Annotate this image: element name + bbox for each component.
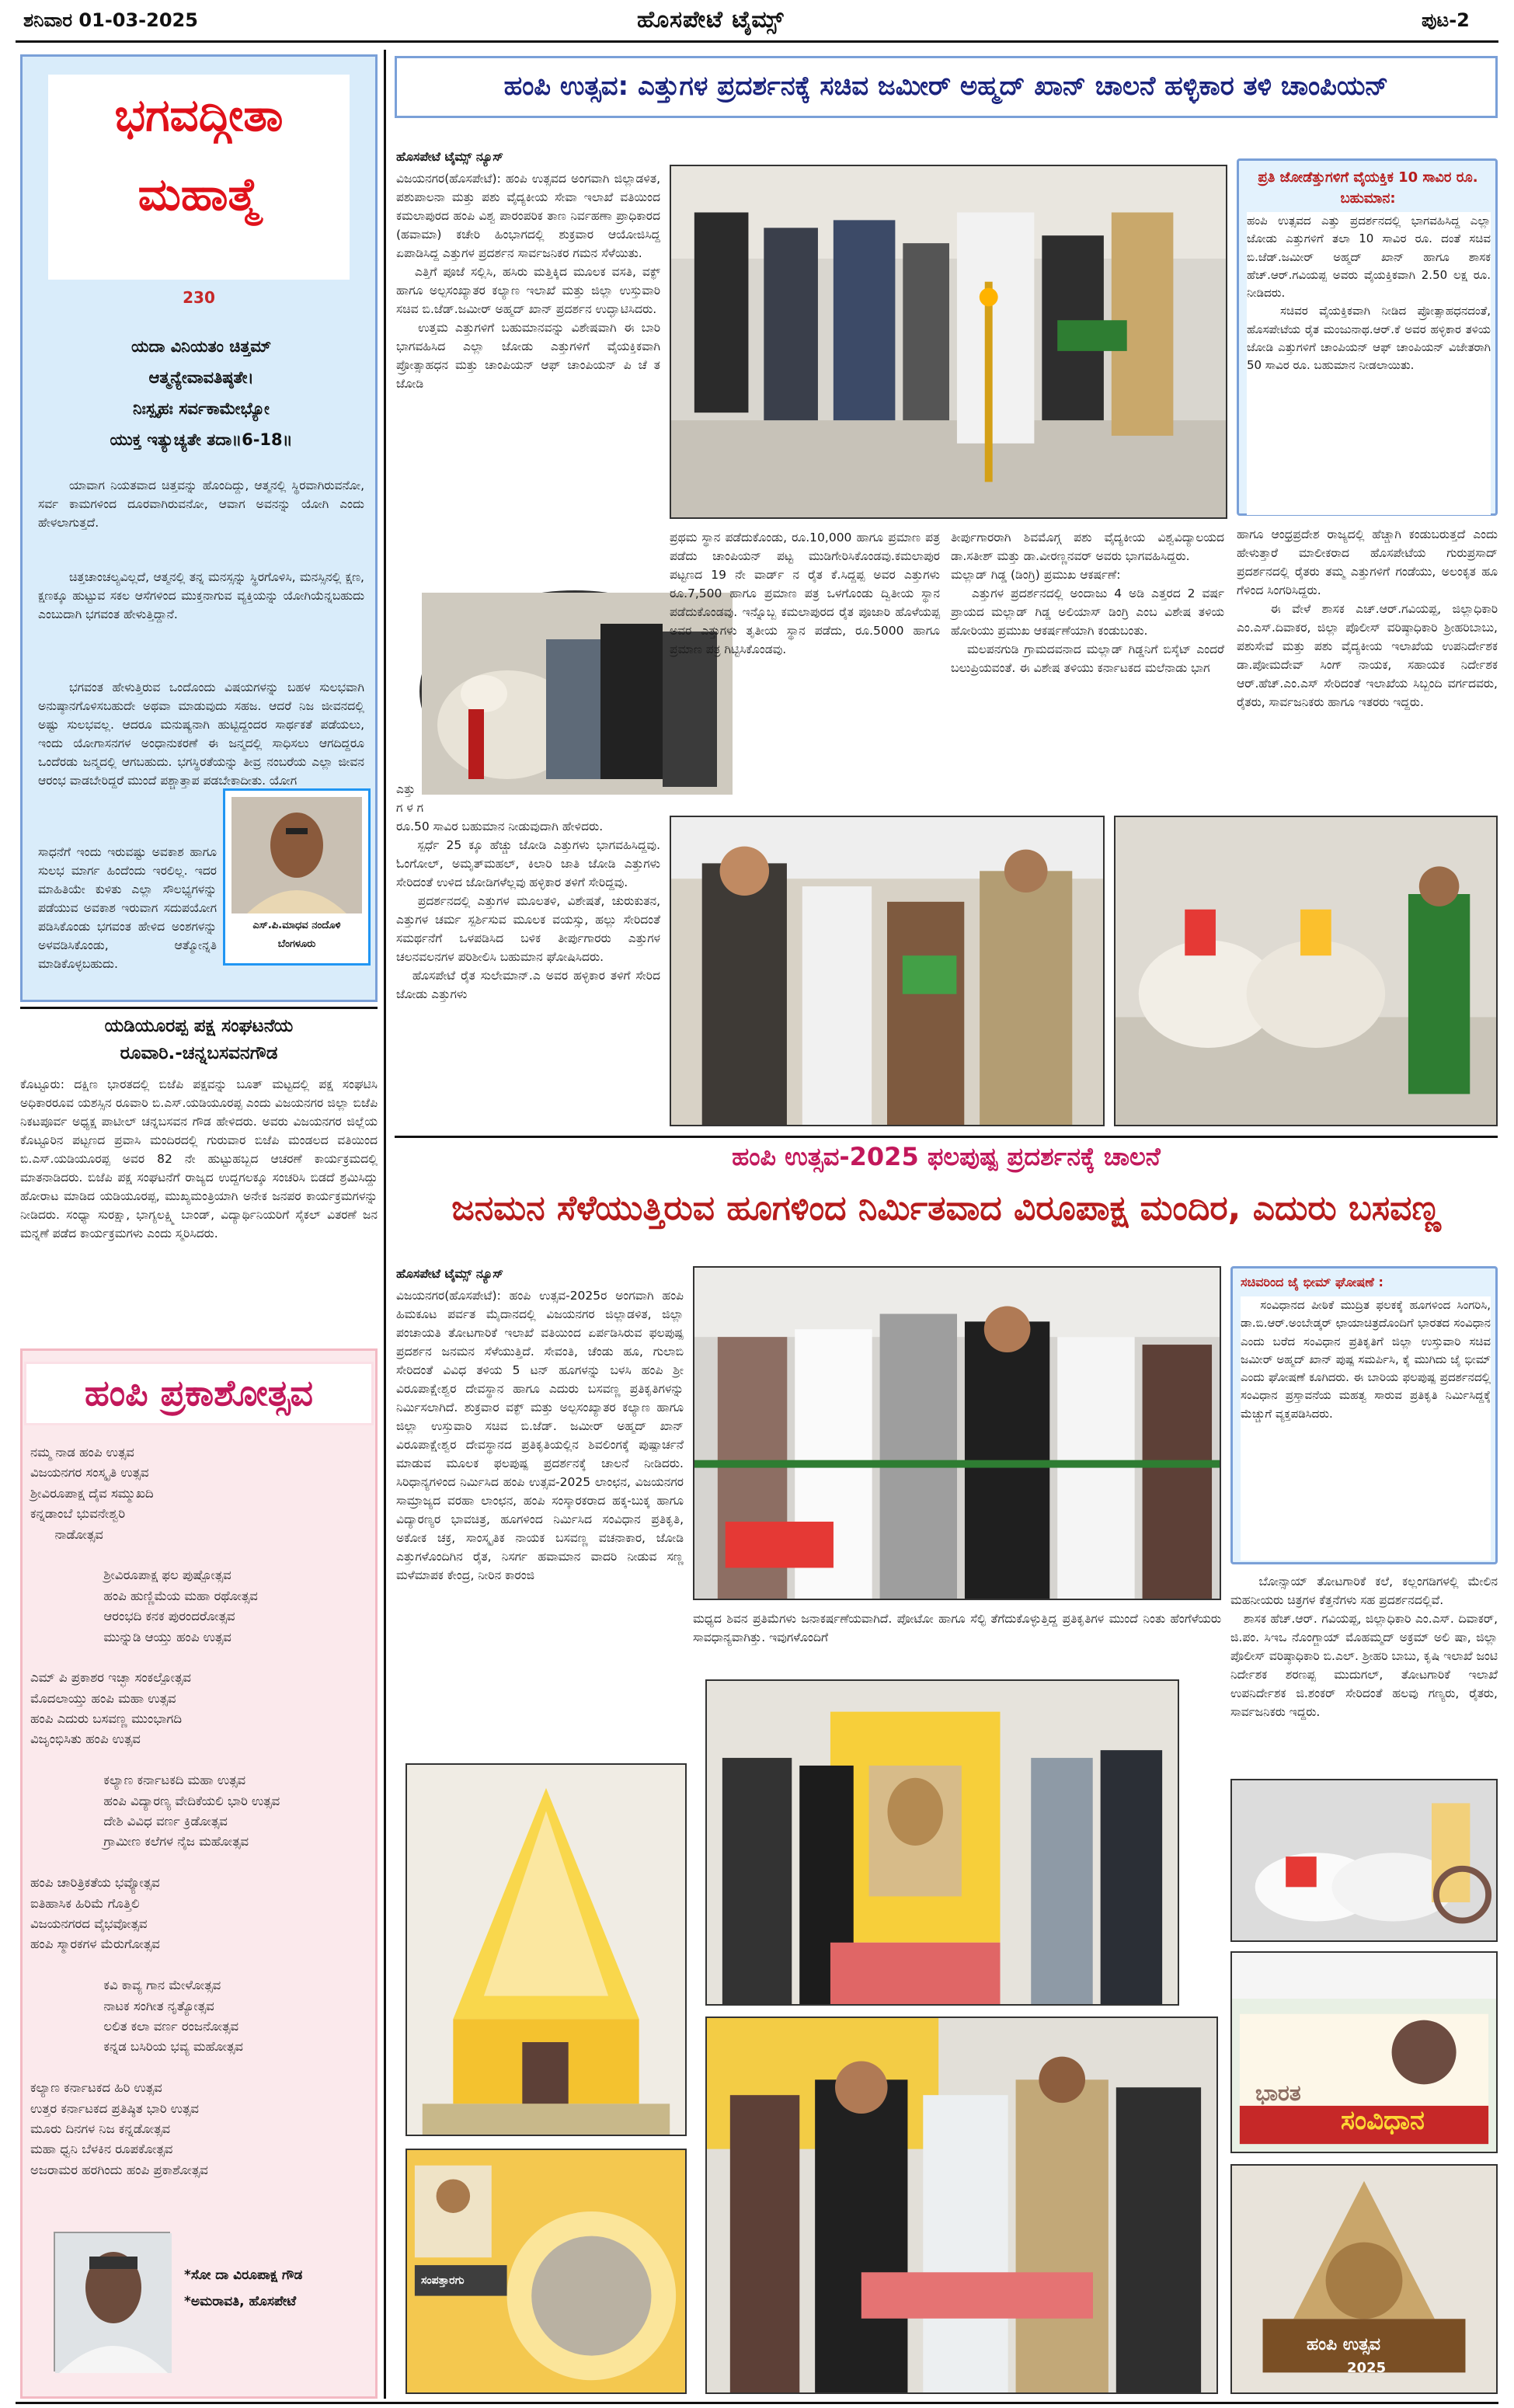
photo-constitution-word-samvidhana: ಸಂವಿಧಾನ: [1341, 2105, 1425, 2136]
gita-author-city: ಬೆಂಗಳೂರು: [277, 938, 316, 950]
gita-paragraph-3: ಭಗವಂತ ಹೇಳುತ್ತಿರುವ ಒಂದೊಂದು ವಿಷಯಗಳನ್ನು ಬಹಳ ಸುಲಭವಾಗಿ ಅನುಷ್ಠಾನಗೊಳಿಸಬಹುದೇ ಅಥವಾ ಮಾಡುವುದು ಸಹಜ. ಆದರೆ ನಿಜ ಜೀವನದಲ್ಲಿ ಅಷ್ಟು ಸುಲಭವಲ್ಲ. ಆದರೂ ಮನುಷ್ಯನಾಗಿ ಹುಟ್ಟಿದ್ದಂದರ ಸಾರ್ಥಕತೆ ಪಡೆಯಲು, ಇಂದು ಯೋಗಾಸನಗಳ ಅಂಧಾನುಕರಣೆ ಈ ಜನ್ಮದಲ್ಲಿ ಸಾಧಿಸಲು ಆಗದಿದ್ದರೂ ಒಂದೆರಡು ಜನ್ಮದಲ್ಲಿ ಆಗಬಹುದು. ಭಗಸ್ಥಿರತೆಯನ್ನು ತೀವ್ರ ನಂಬರೆಯ ಎಲ್ಲಾ ಜೀವನ ಆರಂಭ ವಾಡಬೇರಿದ್ದರೆ ಮುಂದೆ ಪಶ್ಚಾತ್ತಾಪ ಪಡಬೇಕಾದೀತು. ಯೋಗ: [38, 680, 368, 788]
article1-column-1: ವಿಜಯನಗರ(ಹೊಸಪೇಟೆ): ಹಂಪಿ ಉತ್ಸವದ ಅಂಗವಾಗಿ ಜಿಲ್ಲಾಡಳಿತ, ಪಶುಪಾಲನಾ ಮತ್ತು ಪಶು ವೈದ್ಯಕೀಯ ಸೇವಾ ಇಲಾಖೆ ವತಿಯಿಂದ ಕಮಲಾಪುರದ ಹಂಪಿ ವಿಶ್ವ ಪಾರಂಪರಿಕ ತಾಣ ನಿರ್ವಹಣಾ ಪ್ರಾಧಿಕಾರದ (ಹವಾಮಾ) ಕಚೇರಿ ಹಿಂಭಾಗದಲ್ಲಿ ಶುಕ್ರವಾರ ಆಯೋಜಿಸಿದ್ದ ಏಪಾಡಿಸಿದ್ದ ಎತ್ತುಗಳ ಪ್ರದರ್ಶನ ಸಾರ್ವಜನಿಕರ ಗಮನ ಸೆಳೆಯಿತು. ಎತ್ತಿಗೆ ಪೂಜೆ ಸಲ್ಲಿಸಿ, ಹಸಿರು ಮತ್ತಿಕ್ಕಿದ ಮೂಲಕ ವಸತಿ, ವಕ್ಫ್ ಹಾಗೂ ಅಲ್ಪಸಂಖ್ಯಾತರ ಕಲ್ಯಾಣ ಇಲಾಖೆ ಮತ್ತು ಜಿಲ್ಲಾ ಉಸ್ತುವಾರಿ ಸಚಿವ ಬಿ.ಜೆಡ್.ಜಮೀರ್ ಅಹ್ಮದ್ ಖಾನ್ ಪ್ರದರ್ಶನ ಉದ್ಘಾಟಿಸಿದರು. ಉತ್ತಮ ಎತ್ತುಗಳಿಗೆ ಬಹುಮಾನವನ್ನು ವಿಶೇಷವಾಗಿ ಈ ಬಾರಿ ಭಾಗವಹಿಸಿದ ಎಲ್ಲಾ ಜೋಡು ಎತ್ತುಗಳಿಗೆ ವೈಯಕ್ತಿಕವಾಗಿ ಪ್ರೋತ್ಸಾಹಧನ ಮತ್ತು ಚಾಂಪಿಯನ್ ಆಫ್ ಚಾಂಪಿಯನ್ ಪಿ ಚೆ ತ ಜೋಡಿ: [396, 172, 661, 391]
gita-column: [20, 54, 378, 1002]
photo-hampi-utsav-year: 2025: [1347, 2360, 1387, 2376]
yeddy-headline: [20, 1013, 378, 1067]
poem-line: ಹಂಪಿ ಹುಣ್ಣಿಮೆಯ ಮಹಾ ರಥೋತ್ಸವ: [30, 1588, 258, 1603]
gita-shloka: [38, 332, 364, 456]
article2-jai-bhim-body: ಸಂವಿಧಾನದ ಪೀಠಿಕೆ ಮುದ್ರಿತ ಫಲಕಕ್ಕೆ ಹೂಗಳಿಂದ ಸಿಂಗರಿಸಿ, ಡಾ.ಬಿ.ಆರ್.ಅಂಬೇಡ್ಕರ್ ಛಾಯಾಚಿತ್ರದೊಂದಿಗೆ ಭಾರತದ ಸಂವಿಧಾನ ಎಂದು ಬರೆದ ಸಂವಿಧಾನ ಪ್ರತಿಕೃತಿಗೆ ಜಿಲ್ಲಾ ಉಸ್ತುವಾರಿ ಸಚಿವ ಜಮೀರ್ ಅಹ್ಮದ್ ಖಾನ್ ಪುಷ್ಪ ಸಮರ್ಪಿಸಿ, ಕೈ ಮುಗಿದು ಜೈ ಭೀಮ್ ಎಂದು ಘೋಷಣೆ ಕೂಗಿದರು. ಈ ಬಾರಿಯ ಫಲಪುಷ್ಪ ಪ್ರದರ್ಶನದಲ್ಲಿ ಸಂವಿಧಾನ ಪ್ರಸ್ತಾವನೆಯ ಮಹತ್ವ ಸಾರುವ ಪ್ರತಿಕೃತಿ ನಿರ್ಮಿಸಿದ್ದಕ್ಕೆ ಮೆಚ್ಚುಗೆ ವ್ಯಕ್ತಪಡಿಸಿದರು.: [1241, 1296, 1491, 1561]
photo-minister-with-farmer: [670, 816, 1105, 1126]
poem-line: ಕಲ್ಯಾಣ ಕರ್ನಾಟಕದ ಹಿರಿ ಉತ್ಸವ: [30, 2080, 162, 2096]
poem-line: ಉತ್ತರ ಕರ್ನಾಟಕದ ಪ್ರತಿಷ್ಠಿತ ಭಾರಿ ಉತ್ಸವ: [30, 2100, 199, 2116]
poem-line: ಹಂಪಿ ಎದುರು ಬಸವಣ್ಣ ಮುಂಭಾಗದಿ: [30, 1711, 183, 1727]
poem-line: ಆರಂಭದಿ ಕನಕ ಪುರಂದರೋತ್ಸವ: [30, 1609, 235, 1624]
article2-column-2: ಮಧ್ಯದ ಶಿವನ ಪ್ರತಿಮೆಗಳು ಜನಾಕರ್ಷಣೆಯವಾಗಿದೆ. ಪೋಟೋ ಹಾಗೂ ಸೆಲ್ಫಿ ತೆಗೆದುಕೊಳ್ಳುತ್ತಿದ್ದ ಪ್ರತಿಕೃತಿಗಳ ಮುಂದೆ ನಿಂತು ಹೆಂಗೆಳೆಯರು ಸಾವಧಾನ್ಯವಾಗಿತ್ತು. ಇವುಗಳೊಂದಿಗೆ: [693, 1612, 1225, 1645]
photo-flower-temple: [405, 1763, 687, 2136]
gita-paragraph-2: ಚಿತ್ತಚಾಂಚಲ್ಯವಿಲ್ಲದೆ, ಆತ್ಮನಲ್ಲಿ ತನ್ನ ಮನಸ್ಸನ್ನು ಸ್ಥಿರಗೊಳಿಸಿ, ಮನಸ್ಸಿನಲ್ಲಿ ಕ್ಷಣ, ಕ್ಷಣಕ್ಕೂ ಹುಟ್ಟುವ ಸಕಲ ಆಸೆಗಳಿಂದ ಮುಕ್ತನಾಗುವ ವ್ಯಕ್ತಿಯನ್ನು ಯೋಗಿಯೆನ್ನಬಹುದು ಎಂಬುದಾಗಿ ಭಗವಂತ ಹೇಳುತ್ತಿದ್ದಾನೆ.: [38, 570, 368, 622]
poem-line: ಹಂಪಿ ಸ್ಮಾರಕಗಳ ಮೆರುಗೋತ್ಸವ: [30, 1936, 160, 1952]
poem-title-box: [24, 1362, 374, 1425]
masthead: [0, 0, 1514, 39]
photo-hampi-utsav-label: ಹಂಪಿ ಉತ್ಸವ: [1307, 2335, 1381, 2354]
gita-title-line1: ಭಗವದ್ಗೀತಾ: [114, 89, 284, 141]
photo-emblem-sign: ಸಂಪತ್ತಾರಗು: [421, 2274, 465, 2287]
left-column-divider: [384, 50, 386, 2399]
gita-paragraph-4: ಸಾಧನೆಗೆ ಇಂದು ಇರುವಷ್ಟು ಅವಕಾಶ ಹಾಗೂ ಸುಲಭ ಮಾರ್ಗ ಹಿಂದೆಂದು ಇರಲಿಲ್ಲ. ಇದರ ಮಾಹಿತಿಯೇ ಕುಳಿತು ಎಲ್ಲಾ ಸೌಲಭ್ಯಗಳನ್ನು ಪಡೆಯುವ ಅವಕಾಶ ಇರುವಾಗ ಸದುಪಯೋಗ ಪಡಿಸಿಕೊಂಡು ಭಗವಂತ ಹೇಳಿದ ಅಂಶಗಳನ್ನು ಅಳವಡಿಸಿಕೊಂಡು, ಆತ್ಮೋನ್ನತಿ ಮಾಡಿಕೊಳ್ಳಬಹುದು.: [38, 845, 221, 972]
article1-byline: ಹೊಸಪೇಟೆ ಟೈಮ್ಸ್ ನ್ಯೂಸ್: [396, 149, 503, 164]
poem-line: ಗ್ರಾಮೀಣ ಕಲೆಗಳ ನೈಜ ಮಹೋತ್ಸವ: [30, 1834, 249, 1849]
page-bottom-rule: [16, 2402, 1498, 2404]
yeddy-headline-line2: ರೂವಾರಿ.-ಚನ್ನಬಸವನಗೌಡ: [120, 1042, 278, 1063]
poem-line: ಕಲ್ಯಾಣ ಕರ್ನಾಟಕದಿ ಮಹಾ ಉತ್ಸವ: [30, 1773, 246, 1788]
masthead-rule: [16, 40, 1498, 43]
photo-shiva-shrine: [705, 1679, 1179, 2006]
shloka-line: ನಿಃಸ್ಪೃಹಃ ಸರ್ವಕಾಮೇಭ್ಯೋ: [133, 398, 270, 418]
photo-bulls-parade: [1114, 816, 1498, 1126]
poem-line: ಮೊದಲಾಯ್ತು ಹಂಪಿ ಮಹಾ ಉತ್ಸವ: [30, 1690, 176, 1706]
article2-column-1: ವಿಜಯನಗರ(ಹೊಸಪೇಟೆ): ಹಂಪಿ ಉತ್ಸವ-2025ರ ಅಂಗವಾಗಿ ಹಂಪಿ ಹಿಮಕೂಟ ಪರ್ವತ ಮೈದಾನದಲ್ಲಿ ವಿಜಯನಗರ ಜಿಲ್ಲಾಡಳಿತ, ಜಿಲ್ಲಾ ಪಂಚಾಯತಿ ತೋಟಗಾರಿಕೆ ಇಲಾಖೆ ವತಿಯಿಂದ ಏರ್ಪಡಿಸಿರುವ ಫಲಪುಷ್ಪ ಪ್ರದರ್ಶನ ಜನಮನ ಸೆಳೆಯುತ್ತಿದೆ. ಸೇವಂತಿ, ಚೆಂಡು ಹೂ, ಗುಲಾಬಿ ಸೇರಿದಂತೆ ವಿವಿಧ ತಳಿಯ 5 ಟನ್ ಹೂಗಳನ್ನು ಬಳಸಿ ಹಂಪಿ ಶ್ರೀ ವಿರೂಪಾಕ್ಷೇಶ್ವರ ದೇವಸ್ಥಾನ ಹಾಗೂ ಎದುರು ಬಸವಣ್ಣ ಪ್ರತಿಕೃತಿಗಳನ್ನು ನಿರ್ಮಿಸಲಾಗಿದೆ. ಶುಕ್ರವಾರ ವಕ್ಫ್ ಮತ್ತು ಅಲ್ಪಸಂಖ್ಯಾತರ ಕಲ್ಯಾಣ ಹಾಗೂ ಜಿಲ್ಲಾ ಉಸ್ತುವಾರಿ ಸಚಿವ ಬಿ.ಜೆಡ್. ಜಮೀರ್ ಅಹ್ಮದ್ ಖಾನ್ ವಿರೂಪಾಕ್ಷೇಶ್ವರ ದೇವಸ್ಥಾನದ ಪ್ರತಿಕೃತಿಯಲ್ಲಿನ ಶಿವಲಿಂಗಕ್ಕೆ ಪುಷ್ಪಾರ್ಚನೆ ಮಾಡುವ ಮೂಲಕ ಫಲಪುಷ್ಪ ಪ್ರದರ್ಶನಕ್ಕೆ ಚಾಲನೆ ನೀಡಿದರು. ಸಿರಿಧಾನ್ಯಗಳಿಂದ ನಿರ್ಮಿಸಿದ ಹಂಪಿ ಉತ್ಸವ-2025 ಲಾಂಛನ, ವಿಜಯನಗರ ಸಾಮ್ರಾಜ್ಯದ ವರಹಾ ಲಾಂಛನ, ಹಂಪಿ ಸಂಸ್ಕಾರಕರಾದ ಹಕ್ಕ-ಬುಕ್ಕ ಹಾಗೂ ವಿದ್ಯಾರಣ್ಯರ ಭಾವಚಿತ್ರ, ಹೂಗಳಿಂದ ನಿರ್ಮಿಸಿದ ಸಂವಿಧಾನ ಪ್ರತಿಕೃತಿ, ಅಕೋಕ ಚಕ್ರ, ಸಾಂಸ್ಕೃತಿಕ ನಾಯಕ ಬಸವಣ್ಣ ವಚನಾಕಾರ, ಜೋಡಿ ಎತ್ತುಗಳೊಂದಿಗಿನ ರೈತ, ನಿಸರ್ಗ ಹವಾಮಾನ ವಾದರಿ ನೀಡುವ ಸಣ್ಣ ಮಳೆಮಾಪಕ ಕೇಂದ್ರ, ನೀರಿನ ಕಾರಂಜಿ: [396, 1289, 687, 1583]
poem-line: [30, 1750, 372, 1770]
poem-line: ಐತಿಹಾಸಿಕ ಹಿರಿಮೆ ಗೊತ್ತಿಲಿ: [30, 1895, 140, 1911]
article1-column-3: ತೀರ್ಪುಗಾರರಾಗಿ ಶಿವಮೊಗ್ಗ ಪಶು ವೈದ್ಯಕೀಯ ವಿಶ್ವವಿದ್ಯಾಲಯದ ಡಾ.ಸತೀಶ್ ಮತ್ತು ಡಾ.ವೀರಣ್ಣನವರ್ ಅವರು ಭಾಗವಹಿಸಿದ್ದರು. ಮಲ್ಲಾಡ್ ಗಿಡ್ಡ (ಡಿಂಗ್ರಿ) ಪ್ರಮುಖ ಆಕರ್ಷಣೆ: ಎತ್ತುಗಳ ಪ್ರದರ್ಶನದಲ್ಲಿ ಅಂದಾಜು 4 ಅಡಿ ಎತ್ತರದ 2 ವರ್ಷ ಪ್ರಾಯದ ಮಲ್ಲಾಡ್ ಗಿಡ್ಡ ಅಲಿಯಾಸ್ ಡಿಂಗ್ರಿ ಎಂಬ ವಿಶೇಷ ತಳಿಯ ಹೋರಿಯು ಪ್ರಮುಖ ಆಕರ್ಷಣೆಯಾಗಿ ಕಂಡುಬಂತು. ಮಲಪನಗುಡಿ ಗ್ರಾಮದವನಾದ ಮಲ್ಲಾಡ್ ಗಿಡ್ಡನಿಗೆ ಬಿಸ್ಕೆಟ್ ಎಂದರೆ ಬಲುಪ್ರಿಯವಂತೆ. ಈ ವಿಶೇಷ ತಳಿಯು ಕರ್ನಾಟಕದ ಮಲೆನಾಡು ಭಾಗ: [951, 531, 1225, 676]
poem-line: ನಾಟಕ ಸಂಗೀತ ನೃತ್ಯೋತ್ಸವ: [30, 1998, 214, 2013]
photo-hampi-utsav-model: [1230, 2164, 1498, 2394]
article2-kicker: ಹಂಪಿ ಉತ್ಸವ-2025 ಫಲಪುಷ್ಪ ಪ್ರದರ್ಶನಕ್ಕೆ ಚಾಲನೆ: [732, 1142, 1161, 1171]
photo-emblem-flowers: [405, 2149, 687, 2394]
article2-byline: ಹೊಸಪೇಟೆ ಟೈಮ್ಸ್ ನ್ಯೂಸ್: [396, 1266, 503, 1281]
article2-column-3: ಬೋನ್ಸಾಯ್ ತೋಟಗಾರಿಕೆ ಕಲೆ, ಕಲ್ಲಂಗಡಿಗಳಲ್ಲಿ ಮೇಲಿನ ಮಹನೀಯರು ಚಿತ್ರಗಳ ಕೆತ್ತನೆಗಳು ಸಹ ಪ್ರದರ್ಶನದಲ್ಲಿವೆ. ಶಾಸಕ ಹೆಚ್.ಆರ್. ಗವಿಯಪ್ಪ, ಜಿಲ್ಲಾಧಿಕಾರಿ ಎಂ.ಎಸ್. ದಿವಾಕರ್, ಜಿ.ಪಂ. ಸಿಇಒ ನೊಂಗ್ಜಾಯ್ ಮೊಹಮ್ಮದ್ ಅಕ್ರಮ್ ಅಲಿ ಷಾ, ಜಿಲ್ಲಾ ಪೊಲೀಸ್ ವರಿಷ್ಠಾಧಿಕಾರಿ ಬಿ.ಎಲ್. ಶ್ರೀಹರಿ ಬಾಬು, ಕೃಷಿ ಇಲಾಖೆ ಜಂಟಿ ನಿರ್ದೇಶಕ ಶರಣಪ್ಪ ಮುದುಗಲ್, ತೋಟಗಾರಿಕೆ ಇಲಾಖೆ ಉಪನಿರ್ದೇಶಕ ಜಿ.ಶಂಕರ್ ಸೇರಿದಂತೆ ಹಲವು ಗಣ್ಯರು, ರೈತರು, ಸಾರ್ವಜನಿಕರು ಇದ್ದರು.: [1230, 1575, 1498, 1720]
poem-line: ಹಂಪಿ ಚಾರಿತ್ರಿಕತೆಯ ಭವ್ಯೋತ್ಸವ: [30, 1875, 160, 1891]
poem-line: [30, 1545, 372, 1565]
article2-jai-bhim-title: ಸಚಿವರಿಂದ ಜೈ ಭೀಮ್ ಘೋಷಣೆ :: [1241, 1275, 1383, 1289]
poem-line: ಶ್ರೀವಿರೂಪಾಕ್ಷ ಫಲ ಪುಷ್ಪೋತ್ಸವ: [30, 1568, 231, 1583]
poem-line: ಮಹಾ ಧ್ವನಿ ಬೆಳಕಿನ ರೂಪಕೋತ್ಸವ: [30, 2142, 173, 2157]
poem-line: [30, 1853, 372, 1873]
gita-chapter-number: 230: [183, 288, 215, 307]
gita-title-line2: ಮಹಾತ್ಮೆ: [137, 168, 260, 221]
photo-bull-cart-model: [1230, 1779, 1498, 1942]
article2-top-rule: [395, 1136, 1498, 1138]
yeddy-top-rule: [20, 1007, 378, 1009]
poem-line: ಕವಿ ಕಾವ್ಯ ಗಾನ ಮೇಳೋತ್ಸವ: [30, 1978, 221, 1993]
gita-paragraph-1: ಯಾವಾಗ ನಿಯತವಾದ ಚಿತ್ತವನ್ನು ಹೊಂದಿದ್ದು, ಆತ್ಮನಲ್ಲಿ ಸ್ಥಿರವಾಗಿರುವನೋ, ಸರ್ವ ಕಾಮಗಳಿಂದ ದೂರವಾಗಿರುವನೋ, ಆವಾಗ ಅವನನ್ನು ಯೋಗಿ ಎಂದು ಹೇಳಲಾಗುತ್ತದೆ.: [38, 478, 368, 531]
shloka-line: ಯದಾ ವಿನಿಯತಂ ಚಿತ್ತಮ್: [131, 337, 272, 356]
author-photo: [231, 797, 362, 913]
gita-author-name: ಎಸ್.ಪಿ.ಮಾಧವ ನಂದೊಳಿ: [252, 920, 341, 931]
poem-line: ಮೂರು ದಿನಗಳ ನಿಜ ಕನ್ನಡೋತ್ಸವ: [30, 2121, 171, 2136]
masthead-date: ಶನಿವಾರ 01-03-2025: [23, 9, 198, 31]
poem-line: ವಿಜಯನಗರದ ವೈಭವೋತ್ಸವ: [30, 1916, 148, 1931]
article1-headline-box: [395, 56, 1498, 118]
poem-line: [30, 2058, 372, 2078]
poem-line: ದೇಶಿ ವಿವಿಧ ವರ್ಣ ಕ್ರಿಡೋತ್ಸವ: [30, 1814, 228, 1829]
yeddy-body: ಕೊಟ್ಟೂರು: ದಕ್ಷಿಣ ಭಾರತದಲ್ಲಿ ಬಿಜೆಪಿ ಪಕ್ಷವನ್ನು ಬೂತ್ ಮಟ್ಟದಲ್ಲಿ ಪಕ್ಷ ಸಂಘಟಿಸಿ ಅಧಿಕಾರರೂವ ಯಶಸ್ಸಿನ ರೂವಾರಿ ಬಿ.ಎಸ್.ಯಡಿಯೂರಪ್ಪ ಎಂದು ವಿಜಯನಗರ ಜಿಲ್ಲಾ ಬಿಜೆಪಿ ನಿಕಟಪೂರ್ವ ಅಧ್ಯಕ್ಷ ಪಾಟೀಲ್ ಚನ್ನಬಸವನ ಗೌಡ ಹೇಳಿದರು. ಅವರು ವಿಜಯನಗರ ಜಿಲ್ಲೆಯ ಕೊಟ್ಟೂರಿನ ಪಟ್ಟಣದ ಪ್ರವಾಸಿ ಮಂದಿರದಲ್ಲಿ ಗುರುವಾರ ಬಿಜೆಪಿ ಮಂಡಲದ ವತಿಯಿಂದ ಬಿ.ಎಸ್.ಯಡಿಯೂರಪ್ಪ ಅವರ 82 ನೇ ಹುಟ್ಟುಹಬ್ಬದ ಆಚರಣೆ ಕಾರ್ಯಕ್ರಮದಲ್ಲಿ ಮಾತನಾಡಿದರು. ಬಿಜೆಪಿ ಪಕ್ಷ ಸಂಘಟನೆಗೆ ರಾಜ್ಯದ ಉದ್ದಗಲಕ್ಕೂ ಸಂಚರಿಸಿ ಬಿಡದೆ ಶ್ರಮಿಸಿದ್ದು ಹೋರಾಟ ಮಾಡಿದ ಯಡಿಯೂರಪ್ಪ, ಮುಖ್ಯಮಂತ್ರಿಯಾಗಿ ಅನೇಕ ಜನಪರ ಕಾರ್ಯಕ್ರಮಗಳನ್ನು ನೀಡಿದರು. ಸಂಧ್ಯಾ ಸುರಕ್ಷಾ, ಭಾಗ್ಯಲಕ್ಷ್ಮಿ ಬಾಂಡ್, ವಿದ್ಯಾರ್ಥಿನಿಯರಿಗೆ ಸೈಕಲ್ ವಿತರಣೆ ಜನ ಮನ್ನಣೆ ಪಡೆದ ಕಾರ್ಯಕ್ರಮಗಳು ಎಂದು ಸ್ಮರಿಸಿದರು.: [20, 1077, 381, 1241]
article2-headline: ಜನಮನ ಸೆಳೆಯುತ್ತಿರುವ ಹೂಗಳಿಂದ ನಿರ್ಮಿತವಾದ ವಿರೂಪಾಕ್ಷ ಮಂದಿರ, ಎದುರು ಬಸವಣ್ಣ: [451, 1188, 1441, 1228]
shloka-line: ಆತ್ಮನ್ಯೇವಾವತಿಷ್ಠತೇ।: [148, 367, 254, 387]
article1-prize-box-body: ಹಂಪಿ ಉತ್ಸವದ ಎತ್ತು ಪ್ರದರ್ಶನದಲ್ಲಿ ಭಾಗವಹಿಸಿದ್ದ ಎಲ್ಲಾ ಜೋಡು ಎತ್ತುಗಳಿಗೆ ತಲಾ 10 ಸಾವಿರ ರೂ. ದಂತೆ ಸಚಿವ ಬಿ.ಜೆಡ್.ಜಮೀರ್ ಅಹ್ಮದ್ ಖಾನ್ ಹಾಗೂ ಶಾಸಕ ಹೆಚ್.ಆರ್.ಗವಿಯಪ್ಪ ಅವರು ವೈಯಕ್ತಿಕವಾಗಿ 2.50 ಲಕ್ಷ ರೂ. ನೀಡಿದರು. ಸಚಿವರ ವೈಯಕ್ತಿಕವಾಗಿ ನೀಡಿದ ಪ್ರೋತ್ಸಾಹಧನದಂತೆ, ಹೊಸಪೇಟೆಯ ರೈತ ಮಂಜುನಾಥ.ಆರ್.ಕೆ ಅವರ ಹಳ್ಳಿಕಾರ ತಳಿಯ ಜೋಡಿ ಎತ್ತುಗಳಿಗೆ ಚಾಂಪಿಯನ್ ಆಫ್ ಚಾಂಪಿಯನ್ ವಿಜೇತರಾಗಿ 50 ಸಾವಿರ ರೂ. ಬಹುಮಾನ ನೀಡಲಾಯಿತು.: [1247, 212, 1491, 515]
article1-prize-box-title: ಪ್ರತಿ ಜೋಡೆತ್ತುಗಳಿಗೆ ವೈಯಕ್ತಿಕ 10 ಸಾವಿರ ರೂ. ಬಹುಮಾನ:: [1258, 169, 1478, 207]
article1-column-1b: ಎತ್ತು ಗ ಳ ಗ ರೂ.50 ಸಾವಿರ ಬಹುಮಾನ ನೀಡುವುದಾಗಿ ಹೇಳಿದರು. ಸ್ಪರ್ಧೆ 25 ಕ್ಕೂ ಹೆಚ್ಚು ಜೋಡಿ ಎತ್ತುಗಳು ಭಾಗವಹಿಸಿದ್ದವು. ಓಂಗೋಲ್, ಅಮೃತ್‌ಮಹಲ್, ಕಿಲಾರಿ ಜಾತಿ ಜೋಡಿ ಎತ್ತುಗಳು ಸೇರಿದಂತೆ ಉಳಿದ ಜೋಡಿಗಳೆಲ್ಲವು ಹಳ್ಳಿಕಾರ ತಳಿಗೆ ಸೇರಿದ್ದವು. ಪ್ರದರ್ಶನದಲ್ಲಿ ಎತ್ತುಗಳ ಮೂಲತಳಿ, ವಿಶೇಷತೆ, ಚುರುಕುತನ, ಎತ್ತುಗಳ ಚರ್ಮ ಸ್ಪರ್ಶಿಸುವ ಮೂಲಕ ವಯಸ್ಸು, ಹಲ್ಲು ಸೇರಿದಂತೆ ಸಮರ್ಥನೆಗೆ ಒಳಪಡಿಸಿದ ಬಳಿಕ ತೀರ್ಪುಗಾರರು ಎತ್ತುಗಳ ಚಲನವಲನಗಳ ಪರಿಶೀಲಿಸಿ ಬಹುಮಾನ ಘೋಷಿಸಿದರು. ಹೊಸಪೇಟೆ ರೈತ ಸುಲೇಮಾನ್.ಎ ಅವರ ಹಳ್ಳಿಕಾರ ತಳಿಗೆ ಸೇರಿದ ಜೋಡು ಎತ್ತುಗಳು: [396, 782, 661, 1002]
poem-body: [30, 1442, 372, 2219]
gita-title-box: [46, 72, 352, 282]
article1-column-2: ಪ್ರಥಮ ಸ್ಥಾನ ಪಡೆದುಕೊಂಡು, ರೂ.10,000 ಹಾಗೂ ಪ್ರಮಾಣ ಪತ್ರ ಪಡೆದು ಚಾಂಪಿಯನ್ ಪಟ್ಟ ಮುಡಿಗೇರಿಸಿಕೊಂಡವು.ಕಮಲಾಪುರ ಪಟ್ಟಣದ 19 ನೇ ವಾರ್ಡ್ ನ ರೈತ ಕೆ.ಸಿದ್ದಪ್ಪ ಅವರ ಎತ್ತುಗಳು ರೂ.7,500 ಹಾಗೂ ಪ್ರಮಾಣ ಪತ್ರ ಒಳಗೊಂಡು ದ್ವಿತೀಯ ಸ್ಥಾನ ಪಡೆದುಕೊಂಡವು. ಇನ್ನೊಬ್ಬ ಕಮಲಾಪುರದ ರೈತ ಪೂಜಾರಿ ಹೊಳೆಯಪ್ಪ ಅವರ ಎತ್ತುಗಳು ತೃತೀಯ ಸ್ಥಾನ ಪಡೆದು, ರೂ.5000 ಹಾಗೂ ಪ್ರಮಾಣ ಪತ್ರ ಗಿಟ್ಟಿಸಿಕೊಂಡವು.: [670, 531, 944, 657]
photo-lamp-lighting: [670, 165, 1227, 519]
poem-author-photo: [54, 2232, 170, 2371]
poem-line: ವಿಜೃಂಭಿಸಿತು ಹಂಪಿ ಉತ್ಸವ: [30, 1731, 141, 1747]
poem-line: ಕನ್ನಡಾಂಬೆ ಭುವನೇಶ್ವರಿ: [30, 1506, 126, 1522]
poem-line: ಕನ್ನಡ ಬಸಿರಿಯ ಭವ್ಯ ಮಹೋತ್ಸವ: [30, 2039, 243, 2055]
poem-line: ಹಂಪಿ ವಿದ್ಯಾರಣ್ಯ ವೇದಿಕೆಯಲಿ ಭಾರಿ ಉತ್ಸವ: [30, 1793, 280, 1808]
masthead-page-number: ಪುಟ-2: [1422, 9, 1470, 31]
poem-title: ಹಂಪಿ ಪ್ರಕಾಶೋತ್ಸವ: [84, 1372, 314, 1414]
photo-ribbon-cutting: [693, 1266, 1221, 1600]
masthead-paper-name: ಹೊಸಪೇಟೆ ಟೈಮ್ಸ್: [637, 6, 785, 33]
article1-headline: ಹಂಪಿ ಉತ್ಸವ: ಎತ್ತುಗಳ ಪ್ರದರ್ಶನಕ್ಕೆ ಸಚಿವ ಜಮೀರ್ ಅಹ್ಮದ್ ಖಾನ್ ಚಾಲನೆ ಹಳ್ಳಿಕಾರ ತಳಿ ಚಾಂಪಿಯನ್: [503, 71, 1389, 102]
article2-jai-bhim-box: [1230, 1266, 1498, 1564]
yeddy-headline-line1: ಯಡಿಯೂರಪ್ಪ ಪಕ್ಷ ಸಂಘಟನೆಯ: [104, 1016, 294, 1036]
poem-line: ಲಲಿತ ಕಲಾ ವರ್ಣ ರಂಜನೋತ್ಸವ: [30, 2018, 239, 2034]
gita-author-photo-frame: [223, 788, 371, 966]
poem-line: ಎಮ್ ಪಿ ಪ್ರಕಾಶರ ಇಚ್ಛಾ ಸಂಕಲ್ಪೋತ್ಸವ: [30, 1670, 191, 1686]
article1-prize-box: [1237, 158, 1498, 516]
poem-line: [30, 1648, 372, 1668]
photo-constitution-word-bharat: ಭಾರತ: [1255, 2080, 1301, 2106]
poem-author-name: *ಸೋ ದಾ ವಿರೂಪಾಕ್ಷ ಗೌಡ: [184, 2267, 303, 2283]
photo-constitution-display: [1230, 1951, 1498, 2153]
poem-line: ವಿಜಯನಗರ ಸಂಸ್ಕೃತಿ ಉತ್ಸವ: [30, 1465, 149, 1481]
poem-line: ನಮ್ಮ ನಾಡ ಹಂಪಿ ಉತ್ಸವ: [30, 1445, 134, 1460]
poem-box: [20, 1348, 378, 2399]
poem-line: ಶ್ರೀವಿರೂಪಾಕ್ಷ ದೈವ ಸಮ್ಮುಖದಿ: [30, 1485, 154, 1501]
article1-column-4: ಹಾಗೂ ಆಂಧ್ರಪ್ರದೇಶ ರಾಜ್ಯದಲ್ಲಿ ಹೆಚ್ಚಾಗಿ ಕಂಡುಬರುತ್ತದೆ ಎಂದು ಹೇಳುತ್ತಾರೆ ಮಾಲೀಕರಾದ ಹೊಸಪೇಟೆಯ ಗುರುಪ್ರಸಾದ್ ಪ್ರದರ್ಶನದಲ್ಲಿ ರೈತರು ತಮ್ಮ ಎತ್ತುಗಳಿಗೆ ಗಂಡೆಯು, ಅಲಂಕೃತ ಹೂ ಗೆಳಿಂದ ಸಿಂಗರಿಸಿದ್ದರು. ಈ ವೇಳೆ ಶಾಸಕ ಎಚ್.ಆರ್.ಗವಿಯಪ್ಪ, ಜಿಲ್ಲಾಧಿಕಾರಿ ಎಂ.ಎಸ್.ದಿವಾಕರ, ಜಿಲ್ಲಾ ಪೊಲೀಸ್ ವರಿಷ್ಠಾಧಿಕಾರಿ ಶ್ರೀಹರಿಬಾಬು, ಪಶುಸೇವೆ ಮತ್ತು ಪಶು ವೈದ್ಯಕೀಯ ಇಲಾಖೆಯ ಉಪನಿರ್ದೇಶಕ ಡಾ.ಪೋಮದೇವ್ ಸಿಂಗ್ ನಾಯಕ, ಸಹಾಯಕ ನಿರ್ದೇಶಕ ಆರ್.ಹೆಚ್.ಎಂ.ಎಸ್ ಸೇರಿದಂತೆ ಇಲಾಖೆಯ ಸಿಬ್ಬಂದಿ ವರ್ಗದವರು, ರೈತರು, ಸಾರ್ವಜನಿಕರು ಹಾಗೂ ಇತರರು ಇದ್ದರು.: [1237, 527, 1498, 710]
poem-author-place: *ಅಮರಾವತಿ, ಹೊಸಪೇಟೆ: [184, 2294, 297, 2309]
poem-line: ನಾಡೋತ್ಸವ: [30, 1526, 103, 1542]
photo-offering-flowers: [705, 2017, 1218, 2394]
shloka-line: ಯುಕ್ತ ಇತ್ಯುಚ್ಯತೇ ತದಾ॥6-18॥: [110, 430, 293, 449]
poem-line: ಮುನ್ನುಡಿ ಆಯ್ತು ಹಂಪಿ ಉತ್ಸವ: [30, 1629, 231, 1644]
poem-line: [30, 1955, 372, 1975]
poem-line: ಅಜರಾಮರ ಹರಗಿಂದು ಹಂಪಿ ಪ್ರಕಾಶೋತ್ಸವ: [30, 2162, 208, 2177]
